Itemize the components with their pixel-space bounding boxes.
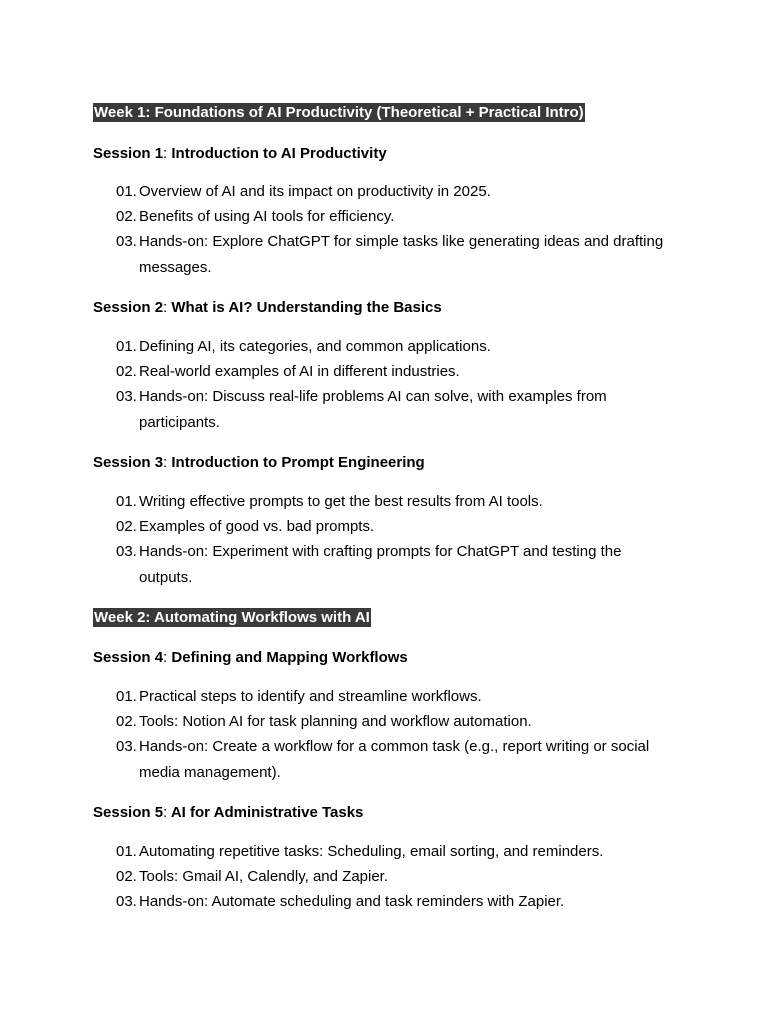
list-item [116, 359, 676, 385]
list-text: Real-world examples of AI in different industries. [139, 363, 460, 380]
session-4-heading [93, 648, 408, 667]
list-number: 02. [116, 713, 137, 730]
session-title: Defining and Mapping Workflows [171, 649, 408, 666]
list-text: Hands-on: Create a workflow for a common task (e.g., report writing or social media management). [139, 738, 650, 781]
list-number: 03. [116, 543, 137, 560]
list-number: 01. [116, 843, 137, 860]
list-text: Automating repetitive tasks: Scheduling, email sorting, and reminders. [139, 843, 604, 860]
session-3-heading [93, 453, 425, 472]
list-item [116, 839, 676, 865]
session-colon: : [163, 649, 168, 666]
week-2-heading: Week 2: Automating Workflows with AI [94, 609, 370, 626]
list-item [116, 514, 676, 540]
list-text: Hands-on: Discuss real-life problems AI can solve, with examples from participants. [139, 388, 607, 431]
session-title: Introduction to Prompt Engineering [171, 454, 425, 471]
session-title: AI for Administrative Tasks [170, 804, 364, 821]
list-item [116, 384, 676, 435]
session-colon: : [163, 299, 168, 316]
list-number: 02. [116, 868, 137, 885]
list-text: Overview of AI and its impact on productivity in 2025. [139, 183, 491, 200]
session-1-heading [93, 144, 387, 163]
session-label: Session 4 [93, 649, 164, 666]
list-number: 03. [116, 738, 137, 755]
list-number: 01. [116, 183, 137, 200]
session-5-heading [93, 803, 363, 822]
list-number: 03. [116, 893, 137, 910]
list-item [116, 889, 676, 915]
list-text: Defining AI, its categories, and common applications. [139, 338, 491, 355]
list-number: 01. [116, 688, 137, 705]
list-item [116, 179, 676, 205]
week-1-heading: Week 1: Foundations of AI Productivity (Theoretical + Practical Intro) [94, 104, 584, 121]
list-number: 02. [116, 363, 137, 380]
session-label: Session 3 [93, 454, 164, 471]
list-item [116, 684, 676, 710]
list-number: 02. [116, 208, 137, 225]
session-2-heading [93, 298, 442, 317]
session-title: What is AI? Understanding the Basics [171, 299, 442, 316]
list-number: 01. [116, 338, 137, 355]
session-colon: : [163, 454, 168, 471]
list-text: Tools: Gmail AI, Calendly, and Zapier. [139, 868, 389, 885]
list-text: Hands-on: Explore ChatGPT for simple tasks like generating ideas and drafting messages. [139, 233, 664, 276]
list-number: 03. [116, 233, 137, 250]
list-text: Practical steps to identify and streamline workflows. [139, 688, 482, 705]
session-colon: : [163, 804, 168, 821]
list-item [116, 864, 676, 890]
session-colon: : [163, 145, 168, 162]
list-item [116, 489, 676, 515]
list-item [116, 734, 676, 785]
list-text: Writing effective prompts to get the best results from AI tools. [139, 493, 543, 510]
list-item [116, 709, 676, 735]
list-text: Benefits of using AI tools for efficiency. [139, 208, 395, 225]
list-number: 02. [116, 518, 137, 535]
list-text: Hands-on: Experiment with crafting prompts for ChatGPT and testing the outputs. [139, 543, 622, 586]
list-text: Tools: Notion AI for task planning and workflow automation. [139, 713, 532, 730]
list-text: Hands-on: Automate scheduling and task reminders with Zapier. [139, 893, 565, 910]
list-item [116, 539, 676, 590]
list-item [116, 229, 676, 280]
list-item [116, 204, 676, 230]
session-title: Introduction to AI Productivity [171, 145, 387, 162]
session-label: Session 5 [93, 804, 164, 821]
list-number: 03. [116, 388, 137, 405]
list-number: 01. [116, 493, 137, 510]
list-text: Examples of good vs. bad prompts. [139, 518, 375, 535]
list-item [116, 334, 676, 360]
session-label: Session 1 [93, 145, 164, 162]
session-label: Session 2 [93, 299, 164, 316]
